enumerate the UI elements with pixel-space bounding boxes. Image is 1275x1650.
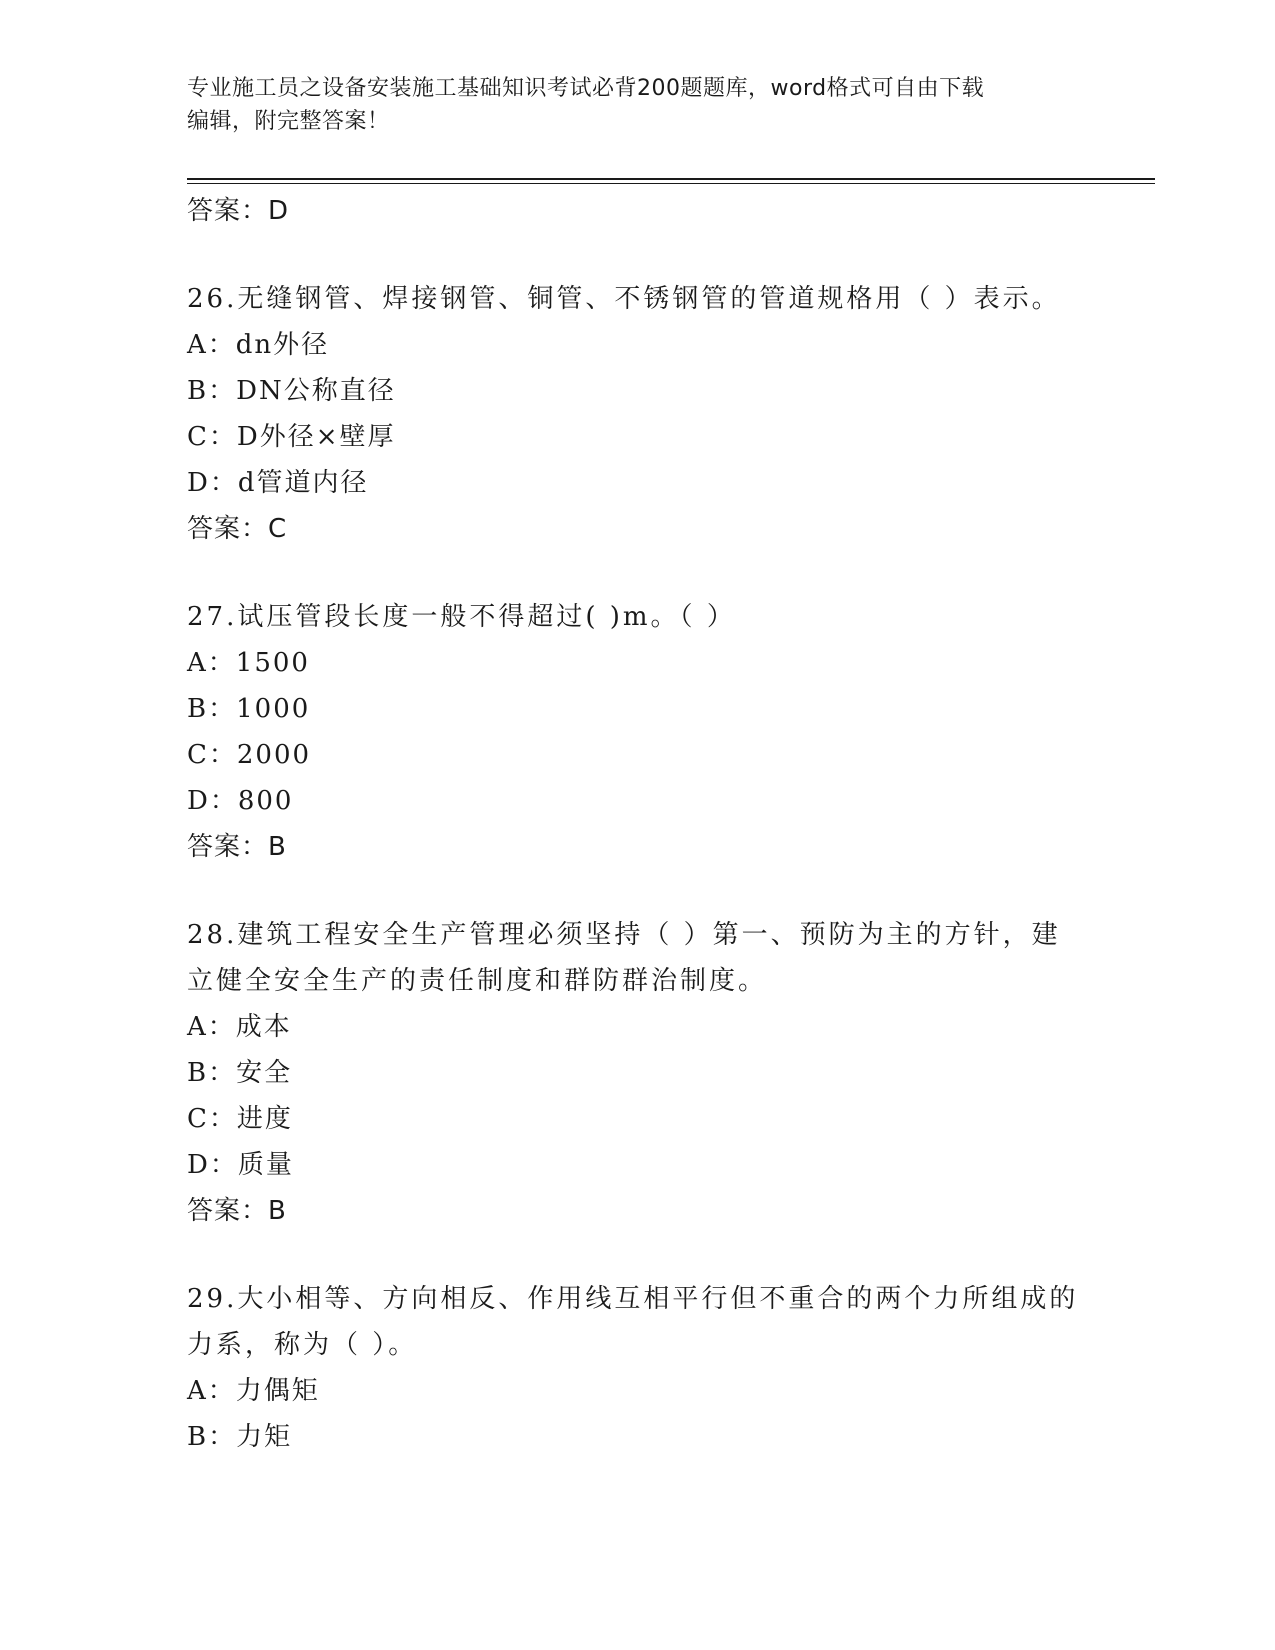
option-c: C：2000: [187, 740, 312, 770]
option-d: D：800: [187, 786, 294, 816]
question-text: 26.无缝钢管、焊接钢管、铜管、不锈钢管的管道规格用（ ）表示。: [187, 284, 1061, 314]
question-block: [187, 276, 1117, 552]
question-text-line-2: 立健全安全生产的责任制度和群防群治制度。: [187, 966, 768, 996]
answer-line: 答案：B: [187, 1196, 287, 1226]
option-b: B：力矩: [187, 1422, 293, 1452]
question-block: [187, 594, 1117, 870]
header-line-2: 编辑，附完整答案！: [187, 109, 390, 134]
option-a: A：力偶矩: [187, 1376, 320, 1406]
option-c: C：进度: [187, 1104, 293, 1134]
question-text-line-1: 28.建筑工程安全生产管理必须坚持（ ）第一、预防为主的方针，建: [187, 920, 1061, 950]
option-d: D：质量: [187, 1150, 294, 1180]
option-a: A：dn外径: [187, 330, 330, 360]
header-divider-thin: [187, 183, 1155, 184]
option-d: D：d管道内径: [187, 468, 369, 498]
answer-line: 答案：C: [187, 514, 288, 544]
question-text-line-2: 力系，称为（ ）。: [187, 1330, 418, 1360]
question-text: 27.试压管段长度一般不得超过( )m。（ ）: [187, 602, 736, 632]
question-block: [187, 1276, 1117, 1460]
option-a: A：1500: [187, 648, 310, 678]
document-header: [187, 72, 1087, 138]
option-b: B：安全: [187, 1058, 293, 1088]
header-divider: [187, 178, 1155, 180]
option-b: B：DN公称直径: [187, 376, 396, 406]
option-a: A：成本: [187, 1012, 292, 1042]
answer-line: 答案：B: [187, 832, 287, 862]
answer-line: 答案：D: [187, 196, 290, 226]
option-b: B：1000: [187, 694, 311, 724]
question-list: [187, 188, 1117, 1460]
header-line-1: 专业施工员之设备安装施工基础知识考试必背200题题库，word格式可自由下载: [187, 76, 985, 101]
question-text-line-1: 29.大小相等、方向相反、作用线互相平行但不重合的两个力所组成的: [187, 1284, 1079, 1314]
option-c: C：D外径×壁厚: [187, 422, 396, 452]
question-block: [187, 912, 1117, 1234]
